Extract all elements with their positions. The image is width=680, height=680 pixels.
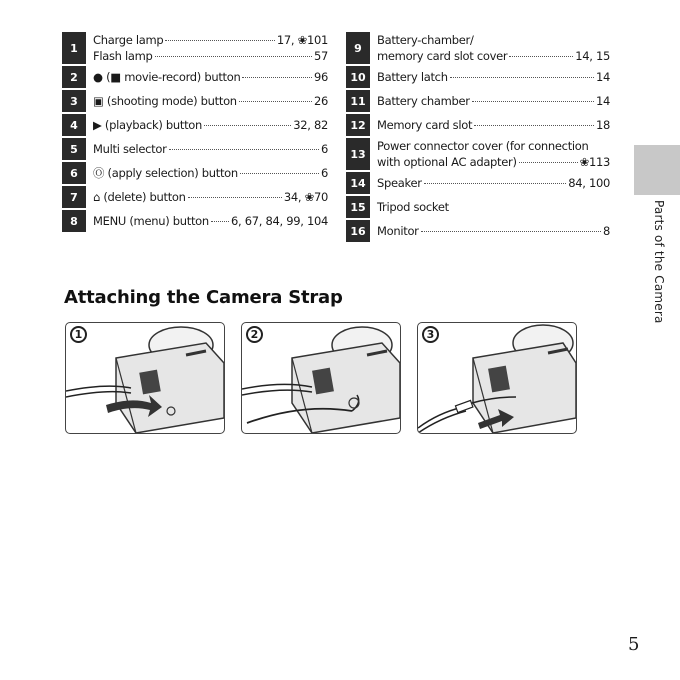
page-reference: ❀113 bbox=[579, 155, 610, 169]
callout-number: 16 bbox=[346, 220, 370, 242]
legend-row bbox=[62, 186, 328, 208]
camera-strap-drawing bbox=[242, 323, 400, 433]
callout-number: 15 bbox=[346, 196, 370, 218]
part-name: ▣ (shooting mode) button bbox=[93, 94, 237, 108]
callout-number: 12 bbox=[346, 114, 370, 136]
part-entry bbox=[93, 93, 328, 109]
callout-number: 6 bbox=[62, 162, 86, 184]
legend-row bbox=[62, 162, 328, 184]
page-reference: 32, 82 bbox=[293, 118, 328, 132]
part-name: Ⓞ (apply selection) button bbox=[93, 166, 238, 180]
page-reference: 6 bbox=[320, 166, 328, 180]
callout-number: 13 bbox=[346, 138, 370, 170]
part-entry bbox=[377, 154, 610, 170]
part-name: MENU (menu) button bbox=[93, 214, 209, 228]
part-name: with optional AC adapter) bbox=[377, 155, 517, 169]
part-entry bbox=[93, 141, 328, 157]
part-name: ▶ (playback) button bbox=[93, 118, 203, 132]
dot-leader bbox=[204, 125, 291, 126]
page-reference: 14 bbox=[595, 94, 610, 108]
page-reference: 26 bbox=[313, 94, 328, 108]
legend-row bbox=[346, 90, 610, 112]
part-entry bbox=[377, 117, 610, 133]
dot-leader bbox=[519, 162, 578, 163]
page-reference: 57 bbox=[313, 49, 328, 63]
strap-step-2-illustration bbox=[241, 322, 401, 434]
part-entry bbox=[377, 93, 610, 109]
callout-number: 9 bbox=[346, 32, 370, 64]
part-name: Battery latch bbox=[377, 70, 448, 84]
legend-row bbox=[346, 32, 610, 64]
legend-row bbox=[62, 32, 328, 64]
strap-step-3-illustration bbox=[417, 322, 577, 434]
page-reference: 6, 67, 84, 99, 104 bbox=[230, 214, 328, 228]
callout-number: 10 bbox=[346, 66, 370, 88]
part-entry bbox=[93, 32, 328, 48]
callout-number: 5 bbox=[62, 138, 86, 160]
page-number: 5 bbox=[628, 634, 640, 655]
dot-leader bbox=[188, 197, 282, 198]
part-name: Battery chamber bbox=[377, 94, 470, 108]
legend-row bbox=[62, 114, 328, 136]
part-entry bbox=[377, 175, 610, 191]
dot-leader bbox=[509, 56, 573, 57]
part-name: memory card slot cover bbox=[377, 49, 508, 63]
callout-number: 8 bbox=[62, 210, 86, 232]
part-name: Power connector cover (for connection bbox=[377, 139, 589, 153]
camera-strap-drawing bbox=[66, 323, 224, 433]
legend-row bbox=[62, 210, 328, 232]
legend-row bbox=[346, 172, 610, 194]
part-name: Memory card slot bbox=[377, 118, 473, 132]
step-number-badge: 3 bbox=[422, 326, 439, 343]
part-entry bbox=[377, 69, 610, 85]
dot-leader bbox=[211, 221, 229, 222]
part-entry bbox=[377, 223, 610, 239]
part-entry bbox=[93, 165, 328, 181]
part-name: Monitor bbox=[377, 224, 419, 238]
part-entry bbox=[377, 48, 610, 64]
legend-row bbox=[62, 138, 328, 160]
legend-row bbox=[62, 90, 328, 112]
step-number-badge: 1 bbox=[70, 326, 87, 343]
page-reference: 96 bbox=[313, 70, 328, 84]
part-entry bbox=[377, 32, 610, 48]
dot-leader bbox=[169, 149, 319, 150]
section-title: Attaching the Camera Strap bbox=[64, 287, 343, 308]
part-entry bbox=[93, 48, 328, 64]
part-name: Tripod socket bbox=[377, 200, 449, 214]
callout-number: 14 bbox=[346, 172, 370, 194]
part-entry bbox=[93, 117, 328, 133]
dot-leader bbox=[155, 56, 312, 57]
page-reference: 14, 15 bbox=[575, 49, 610, 63]
legend-row bbox=[346, 220, 610, 242]
callout-number: 1 bbox=[62, 32, 86, 64]
legend-row bbox=[346, 138, 610, 170]
page-reference: 14 bbox=[595, 70, 610, 84]
dot-leader bbox=[474, 125, 594, 126]
part-entry bbox=[93, 69, 328, 85]
dot-leader bbox=[165, 40, 274, 41]
legend-row bbox=[346, 66, 610, 88]
step-number-badge: 2 bbox=[246, 326, 263, 343]
strap-step-1-illustration bbox=[65, 322, 225, 434]
page-reference: 8 bbox=[602, 224, 610, 238]
callout-number: 11 bbox=[346, 90, 370, 112]
callout-number: 7 bbox=[62, 186, 86, 208]
part-entry bbox=[93, 189, 328, 205]
part-name: Speaker bbox=[377, 176, 422, 190]
part-entry bbox=[377, 138, 610, 154]
part-name: ● (■ movie-record) button bbox=[93, 70, 241, 84]
legend-row bbox=[346, 196, 610, 218]
dot-leader bbox=[424, 183, 567, 184]
part-name: Flash lamp bbox=[93, 49, 153, 63]
part-name: Battery-chamber/ bbox=[377, 33, 474, 47]
dot-leader bbox=[242, 77, 311, 78]
parts-legend-right bbox=[346, 32, 610, 244]
callout-number: 3 bbox=[62, 90, 86, 112]
dot-leader bbox=[450, 77, 594, 78]
page-reference: 18 bbox=[595, 118, 610, 132]
part-entry bbox=[93, 213, 328, 229]
dot-leader bbox=[421, 231, 601, 232]
part-name: ⌂ (delete) button bbox=[93, 190, 186, 204]
page-reference: 84, 100 bbox=[568, 176, 610, 190]
legend-row bbox=[346, 114, 610, 136]
dot-leader bbox=[240, 173, 319, 174]
callout-number: 2 bbox=[62, 66, 86, 88]
dot-leader bbox=[239, 101, 312, 102]
legend-row bbox=[62, 66, 328, 88]
section-tab-label: Parts of the Camera bbox=[652, 200, 666, 324]
dot-leader bbox=[472, 101, 594, 102]
part-name: Multi selector bbox=[93, 142, 167, 156]
parts-legend-left bbox=[62, 32, 328, 234]
section-tab bbox=[634, 145, 680, 195]
camera-strap-drawing bbox=[418, 323, 576, 433]
part-entry bbox=[377, 199, 610, 215]
page-reference: 17, ❀101 bbox=[276, 33, 328, 47]
callout-number: 4 bbox=[62, 114, 86, 136]
part-name: Charge lamp bbox=[93, 33, 164, 47]
page-reference: 6 bbox=[320, 142, 328, 156]
page-reference: 34, ❀70 bbox=[283, 190, 328, 204]
